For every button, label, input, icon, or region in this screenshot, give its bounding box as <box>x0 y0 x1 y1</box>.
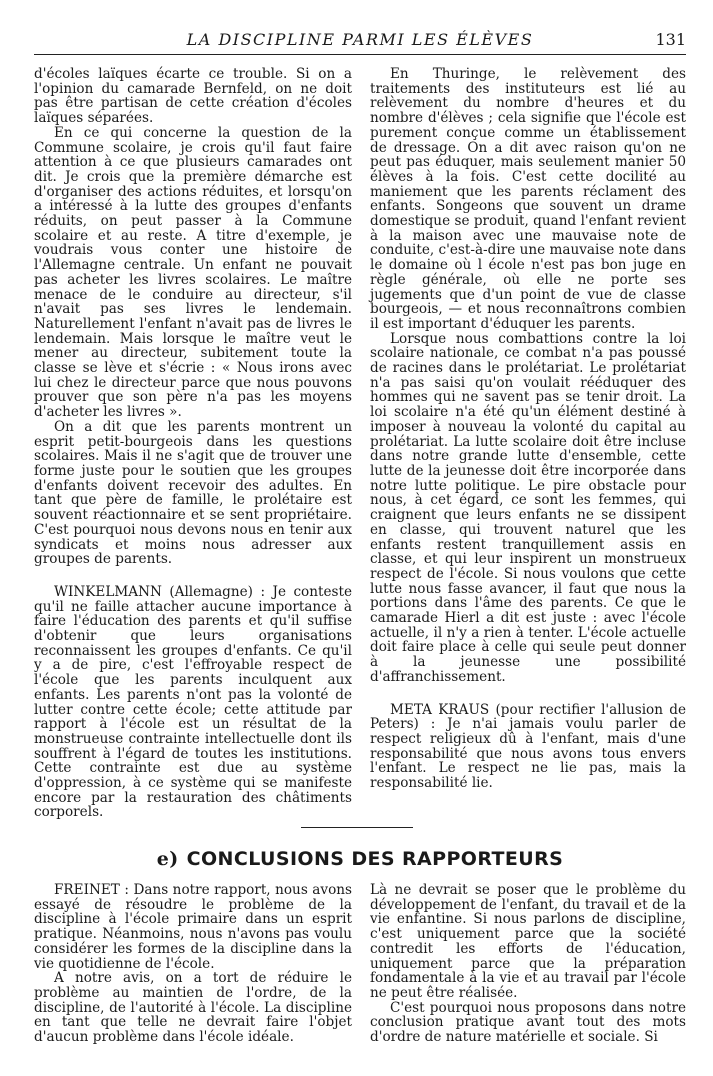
paragraph: META KRAUS (pour rectifier l'allusion de Peters) : Je n'ai jamais voulu parler de respect religieux dû à l'enfant, mais d'une responsabilité que nous avons tous envers l'enfant. Le respect ne lie pas, mais la responsabilité lie. <box>370 701 686 792</box>
section-heading <box>34 848 686 870</box>
paragraph: C'est pourquoi nous proposons dans notre conclusion pratique avant tout des mots d'ordre de nature matérielle et sociale. Si <box>370 999 686 1046</box>
paragraph: Lorsque nous combattions contre la loi scolaire nationale, ce combat n'a pas poussé de racines dans le prolétariat. Le prolétariat n'a pas saisi qu'on voulait rééduquer des hommes qui ne savent pas se tenir droit. La loi scolaire n'a été qu'un élément destiné à imposer à nouveau la volonté du capital au prolétariat. La lutte scolaire doit être incluse dans notre grande lutte d'ensemble, cette lutte de la jeunesse doit être incorporée dans notre lutte politique. Le pire obstacle pour nous, à cet égard, ce sont les femmes, qui craignent que leurs enfants ne se dissipent en classe, qui trouvent naturel que les enfants restent tranquillement assis en classe, et qui leur inspirent un monstrueux respect de l'école. Si nous voulons que cette lutte nous fasse avancer, il faut que nous la portions dans l'âme des parents. Ce que le camarade Hierl a dit est juste : avec l'école actuelle, il n'y a rien à tenter. L'école actuelle doit faire place à celle qui seule peut donner à la jeunesse une possibilité d'affranchissement. <box>370 330 686 685</box>
bottom-left-column <box>34 883 352 1045</box>
section-title: CONCLUSIONS DES RAPPORTEURS <box>186 848 564 870</box>
bottom-right-column <box>370 883 686 1045</box>
paragraph: En Thuringe, le relèvement des traitements des instituteurs est lié au relèvement du nombre d'heures et du nombre d'élèves ; cela signifie que l'école est purement conçue comme un établissement de dressage. On a dit avec raison qu'on ne peut pas éduquer, mais seulement manier 50 élèves à la fois. C'est cette docilité au maniement que les parents réclament des enfants. Songeons que souvent un drame domestique se produit, quand l'enfant revient à la maison avec une mauvaise note de conduite, c'est-à-dire une mauvaise note dans le domaine où l école n'est pas bon juge en règle générale, où elle ne porte ses jugements que d'un point de vue de classe bourgeois, — et nous reconnaîtrons combien il est important d'éduquer les parents. <box>370 66 686 332</box>
paragraph: FREINET : Dans notre rapport, nous avons essayé de résoudre le problème de la discipline à l'école primaire dans un esprit pratique. Néanmoins, nous n'avons pas voulu considérer les formes de la discipline dans la vie quotidienne de l'école. <box>34 882 352 972</box>
running-header <box>34 28 686 56</box>
header-rule <box>34 54 686 55</box>
page-number: 131 <box>655 30 686 49</box>
section-marker: e) <box>156 848 179 870</box>
paragraph: Là ne devrait se poser que le problème du développement de l'enfant, du travail et de la vie enfantine. Si nous parlons de discipline, c'est uniquement parce que la société contredit les efforts de l'éducation, uniquement parce que la préparation fondamentale à la vie et au travail par l'école ne peut être réalisée. <box>370 882 686 1001</box>
running-title: LA DISCIPLINE PARMI LES ÉLÈVES <box>186 30 534 49</box>
paragraph: WINKELMANN (Allemagne) : Je conteste qu'il ne faille attacher aucune importance à faire l'éducation des parents et qu'il suffise d'obtenir que leurs organisations reconnaissent les groupes d'enfants. Ce qu'il y a de pire, c'est l'effroyable respect de l'école que les parents inculquent aux enfants. Les parents n'ont pas la volonté de lutter contre cette école; cette attitude par rapport à l'école est un résultat de la monstrueuse contrainte intellectuelle dont ils souffrent à l'égard de toutes les institutions. Cette contrainte est due au système d'oppression, à ce système qui se manifeste encore par la restauration des châtiments corporels. <box>34 583 352 821</box>
paragraph: On a dit que les parents montrent un esprit petit-bourgeois dans les questions scolaires. Mais il ne s'agit que de trouver une forme juste pour le soutien que les groupes d'enfants doivent recevoir des adultes. En tant que père de famille, le prolétaire est souvent réactionnaire et se sent propriétaire. C'est pourquoi nous devons nous en tenir aux syndicats et moins nous adresser aux groupes de parents. <box>34 418 352 568</box>
paragraph: A notre avis, on a tort de réduire le problème au maintien de l'ordre, de la discipline, de l'autorité à l'école. La discipline en tant que telle ne devrait faire l'objet d'aucun problème dans l'école idéale. <box>34 970 352 1046</box>
right-column <box>370 67 686 791</box>
left-column <box>34 67 352 820</box>
paragraph: d'écoles laïques écarte ce trouble. Si on a l'opinion du camarade Bernfeld, on ne doit pas être partisan de cette création d'écoles laïques séparées. <box>34 66 352 127</box>
paragraph: En ce qui concerne la question de la Commune scolaire, je crois qu'il faut faire attention à ce que plusieurs camarades ont dit. Je crois que la première démarche est d'organiser des actions réduites, et lorsqu'on a intéressé à la lutte des groupes d'enfants réduits, on peut passer à la Commune scolaire et au reste. A titre d'exemple, je voudrais vous conter une histoire de l'Allemagne centrale. Un enfant ne pouvait pas acheter les livres scolaires. Le maître menace de le conduire au directeur, s'il n'avait pas ses livres le lendemain. Naturellement l'enfant n'avait pas de livres le lendemain. Mais lorsque le maître veut le mener au directeur, subitement toute la classe se lève et s'écrie : « Nous irons avec lui chez le directeur parce que nous pouvons prouver que son père n'a pas les moyens d'acheter les livres ». <box>34 124 352 421</box>
section-divider <box>301 827 413 828</box>
